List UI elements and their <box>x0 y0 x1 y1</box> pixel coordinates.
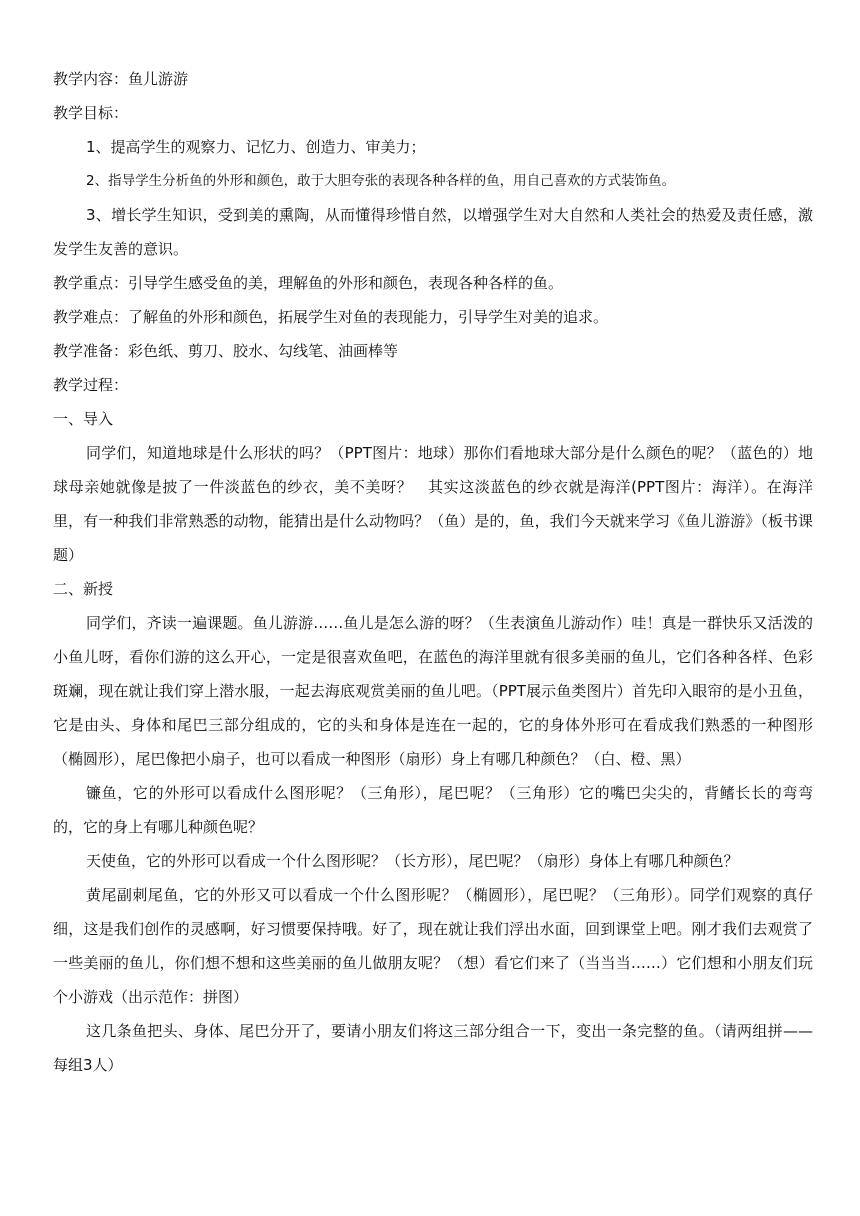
new-lesson-paragraph-1: 同学们，齐读一遍课题。鱼儿游游……鱼儿是怎么游的呀？（生表演鱼儿游动作）哇！真是一群快乐又活泼的小鱼儿呀，看你们游的这么开心，一定是很喜欢鱼吧，在蓝色的海洋里就有很多美丽的鱼儿，它们各种各样、色彩斑斓，现在就让我们穿上潜水服，一起去海底观赏美丽的鱼儿吧。（PPT展示鱼类图片）首先印入眼帘的是小丑鱼，它是由头、身体和尾巴三部分组成的，它的头和身体是连在一起的，它的身体外形可在看成我们熟悉的一种图形（椭圆形），尾巴像把小扇子，也可以看成一种图形（扇形）身上有哪几种颜色？（白、橙、黑） <box>53 614 813 768</box>
new-lesson-paragraph-5: 这几条鱼把头、身体、尾巴分开了，要请小朋友们将这三部分组合一下，变出一条完整的鱼。（请两组拼——每组3人） <box>53 1022 813 1074</box>
new-lesson-paragraph-4: 黄尾副刺尾鱼，它的外形又可以看成一个什么图形呢？（椭圆形），尾巴呢？（三角形）。同学们观察的真仔细，这是我们创作的灵感啊，好习惯要保持哦。好了，现在就让我们浮出水面，回到课堂上吧。刚才我们去观赏了一些美丽的鱼儿，你们想不想和这些美丽的鱼儿做朋友呢？（想）看它们来了（当当当……）它们想和小朋友们玩个小游戏（出示范作：拼图） <box>53 886 813 1006</box>
teaching-content-line: 教学内容：鱼儿游游 <box>53 70 189 88</box>
new-lesson-paragraph-2: 镰鱼，它的外形可以看成什么图形呢？（三角形），尾巴呢？（三角形）它的嘴巴尖尖的，背鳍长长的弯弯的，它的身上有哪儿种颜色呢？ <box>53 784 813 836</box>
teaching-key-points: 教学重点：引导学生感受鱼的美，理解鱼的外形和颜色，表现各种各样的鱼。 <box>53 274 564 292</box>
teaching-goals-heading: 教学目标： <box>53 104 129 122</box>
section-heading-new-lesson: 二、新授 <box>53 580 114 598</box>
intro-paragraph: 同学们，知道地球是什么形状的吗？（PPT图片：地球）那你们看地球大部分是什么颜色的呢？（蓝色的）地球母亲她就像是披了一件淡蓝色的纱衣，美不美呀？ 其实这淡蓝色的纱衣就是海洋(PPT图片：海洋）。在海洋里，有一种我们非常熟悉的动物，能猜出是什么动物吗？（鱼）是的，鱼，我们今天就来学习《鱼儿游游》（板书课题） <box>53 444 813 564</box>
teaching-difficulties: 教学难点：了解鱼的外形和颜色，拓展学生对鱼的表现能力，引导学生对美的追求。 <box>53 308 609 326</box>
goal-item-2: 2、指导学生分析鱼的外形和颜色，敢于大胆夸张的表现各种各样的鱼，用自己喜欢的方式装饰鱼。 <box>86 173 676 189</box>
goal-item-3: 3、增长学生知识，受到美的熏陶，从而懂得珍惜自然，以增强学生对大自然和人类社会的热爱及责任感，激发学生友善的意识。 <box>53 206 813 258</box>
teaching-materials: 教学准备：彩色纸、剪刀、胶水、勾线笔、油画棒等 <box>53 342 399 360</box>
new-lesson-paragraph-3: 天使鱼，它的外形可以看成一个什么图形呢？（长方形），尾巴呢？（扇形）身体上有哪几种颜色？ <box>86 852 739 870</box>
goal-item-1: 1、提高学生的观察力、记忆力、创造力、审美力； <box>86 138 426 156</box>
document-body <box>53 62 813 1082</box>
teaching-process-heading: 教学过程： <box>53 376 129 394</box>
section-heading-intro: 一、导入 <box>53 410 114 428</box>
